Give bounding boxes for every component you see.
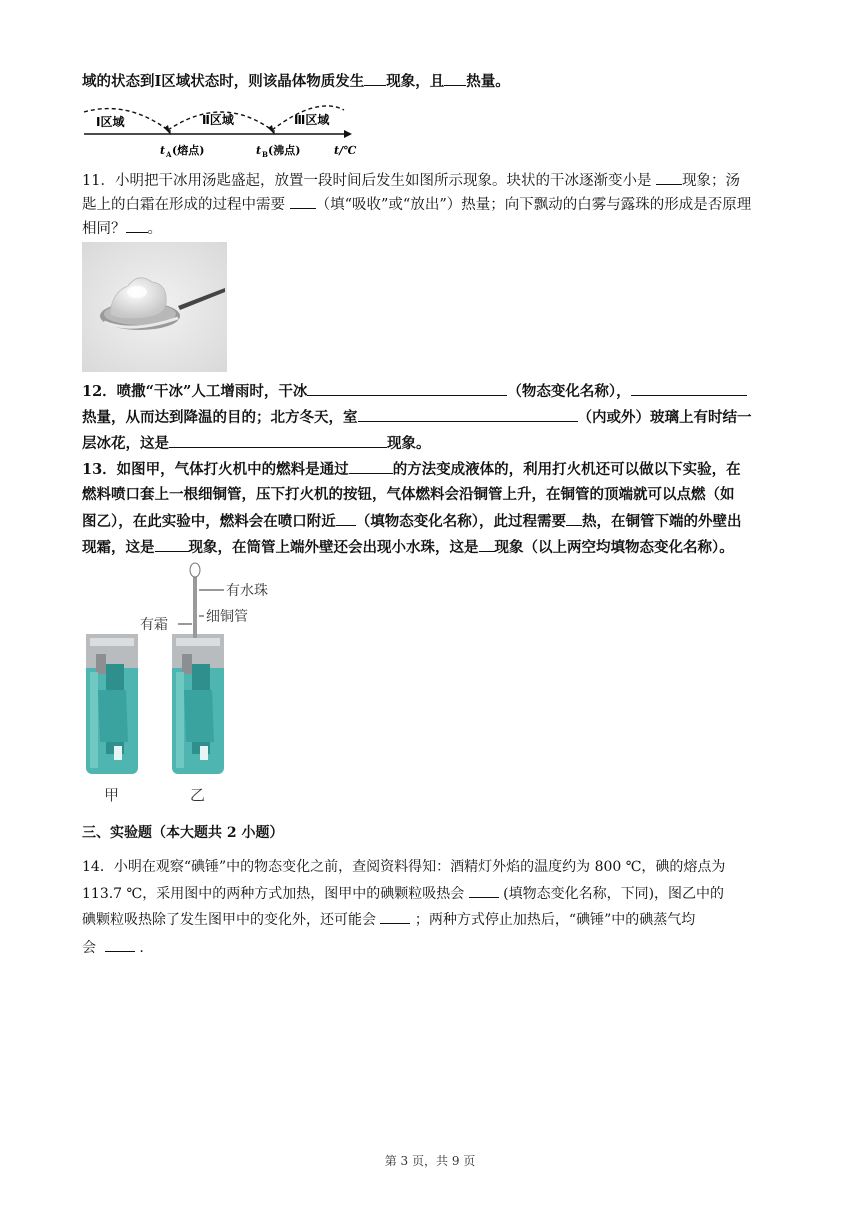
blank	[358, 407, 578, 422]
q14-line-2: 113.7 ℃，采用图中的两种方式加热，图甲中的碘颗粒吸热会 (填物态变化名称，下同)，图乙中的	[82, 883, 724, 904]
region-2-label: Ⅱ区域	[202, 113, 234, 127]
tb-label: t	[256, 144, 262, 157]
q12-line-3: 层冰花，这是 现象。	[82, 435, 431, 452]
q14-line-1: 14．小明在观察“碘锤”中的物态变化之前，查阅资料得知：酒精灯外焰的温度约为 800 ℃，碘的熔点为	[82, 859, 726, 875]
tb-sub: B	[262, 150, 268, 159]
q13-line-2: 燃料喷口套上一根细铜管，压下打火机的按钮，气体燃料会沿铜管上升，在铜管的顶端就可以点燃（如	[82, 486, 735, 503]
blank	[336, 511, 356, 526]
lighters-figure	[78, 562, 298, 812]
q13-line-1: 13．如图甲，气体打火机中的燃料是通过 的方法变成液体的，利用打火机还可以做以下实验，在	[82, 461, 741, 478]
label-water-drops: 有水珠	[226, 583, 268, 599]
label-copper-tube: 细铜管	[206, 609, 248, 625]
blank	[631, 381, 747, 396]
page-footer: 第 3 页，共 9 页	[384, 1154, 476, 1168]
region-1-label: Ⅰ区域	[96, 115, 125, 129]
q12-line-1: 12．喷撒“干冰”人工增雨时，干冰 （物态变化名称），	[82, 381, 747, 402]
blank	[380, 909, 410, 924]
label-jia: 甲	[104, 786, 120, 804]
blank	[169, 433, 387, 448]
label-frost: 有霜	[140, 617, 168, 633]
label-yi: 乙	[190, 786, 206, 804]
q12-line-2: 热量，从而达到降温的目的；北方冬天，室 （内或外）玻璃上有时结一	[82, 409, 752, 426]
ta-note: (熔点)	[172, 144, 205, 157]
blank	[656, 170, 682, 185]
tb-note: (沸点)	[268, 144, 301, 157]
q11-line-1: 11．小明把干冰用汤匙盛起，放置一段时间后发生如图所示现象。块状的干冰逐渐变小是 现象；汤	[82, 170, 740, 191]
q10-line: 域的状态到Ⅰ区域状态时，则该晶体物质发生 现象，且 热量。	[82, 73, 510, 90]
blank	[349, 459, 393, 474]
state-region-diagram	[82, 98, 362, 162]
blank	[155, 537, 189, 552]
dry-ice-spoon-photo	[82, 242, 227, 372]
q14-line-4: 会 .	[82, 937, 144, 958]
ta-label: t	[160, 144, 166, 157]
blank	[469, 883, 499, 898]
blank	[290, 194, 316, 209]
blank	[444, 71, 466, 86]
blank	[566, 511, 582, 526]
blank	[364, 71, 386, 86]
blank	[479, 537, 495, 552]
blank	[307, 381, 507, 396]
axis-label: t/℃	[334, 144, 357, 157]
region-3-label: Ⅲ区域	[294, 113, 330, 127]
q13-line-3: 图乙），在此实验中，燃料会在喷口附近 （填物态变化名称），此过程需要 热，在铜管下端的外壁出	[82, 513, 742, 530]
ta-sub: A	[166, 150, 172, 159]
lighter-b	[172, 563, 224, 774]
q11-line-2: 匙上的白霜在形成的过程中需要 （填“吸收”或“放出”）热量；向下飘动的白雾与露珠的形成是否原理	[82, 194, 751, 215]
q11-line-3: 相同？ 。	[82, 218, 162, 239]
blank	[105, 937, 135, 952]
q14-line-3: 碘颗粒吸热除了发生图甲中的变化外，还可能会 ；两种方式停止加热后，“碘锤”中的碘蒸气均	[82, 909, 695, 930]
lighter-a	[86, 634, 138, 774]
blank	[126, 218, 148, 233]
section-title: 三、实验题（本大题共 2 小题）	[82, 825, 284, 841]
q13-line-4: 现霜，这是 现象，在筒管上端外壁还会出现小水珠，这是 现象（以上两空均填物态变化名称）。	[82, 539, 734, 556]
